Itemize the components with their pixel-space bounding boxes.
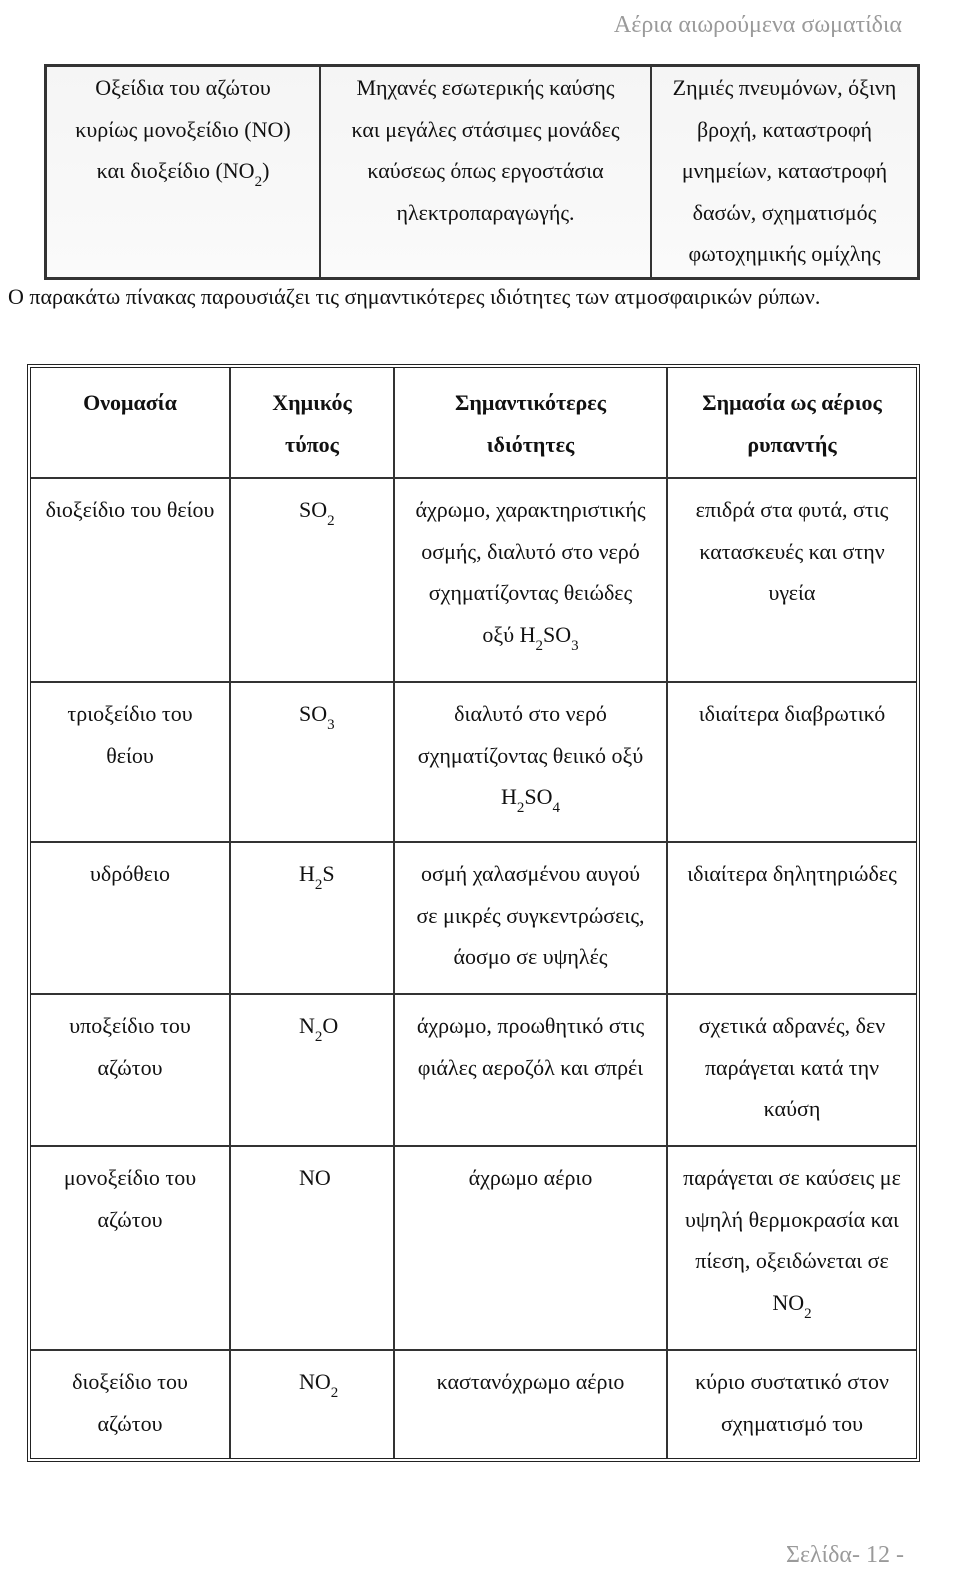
cell-line: Μηχανές εσωτερικής καύσης (356, 75, 615, 100)
subscript: 3 (327, 717, 335, 733)
significance-cell (668, 479, 916, 681)
formula-part: οξύ H (482, 621, 536, 647)
table-row (31, 843, 916, 995)
significance-cell (668, 1351, 916, 1458)
cell-line: ιδιαίτερα δηλητηριώδες (687, 861, 897, 886)
chemical-formula-cell (231, 995, 395, 1145)
chemical-formula (299, 489, 393, 531)
subscript: 2 (804, 1305, 812, 1322)
subscript: 2 (330, 1385, 339, 1401)
chemical-formula-cell (231, 683, 395, 841)
cell-line: υδρόθειο (90, 861, 170, 886)
significance-cell (668, 995, 916, 1145)
cell-line: σχετικά αδρανές, δεν (698, 1013, 886, 1038)
properties-cell (395, 479, 668, 681)
significance-cell (668, 1147, 916, 1349)
running-header: Αέρια αιωρούμενα σωματίδια (613, 12, 902, 38)
formula-part: H (299, 861, 315, 886)
subscript: 2 (516, 800, 525, 816)
cell-line: οσμή χαλασμένου αυγού (421, 861, 640, 886)
cell-line: σχηματισμό του (720, 1410, 864, 1436)
cell-line: κυρίως μονοξείδιο (NO) (75, 116, 291, 142)
cell-line: υγεία (768, 580, 816, 605)
cell-line: σχηματίζοντας θειικό οξύ (417, 742, 644, 768)
cell-line: άχρωμο, χαρακτηριστικής (415, 497, 646, 522)
subscript: 3 (571, 637, 579, 654)
table-header-row (31, 368, 916, 479)
cell-line: ιδιαίτερα διαβρωτικό (698, 701, 886, 726)
cell-line: ηλεκτροπαραγωγής. (396, 199, 575, 225)
chemical-formula (395, 776, 666, 818)
page-number: Σελίδα- 12 - (785, 1542, 904, 1568)
significance-cell (668, 683, 916, 841)
chemical-formula (668, 1282, 916, 1324)
cell-line: υψηλή θερμοκρασία και (685, 1206, 899, 1232)
formula-part: SO (299, 497, 328, 522)
subscript: 2 (314, 877, 323, 893)
cell-line: υποξείδιο του (69, 1013, 191, 1038)
table-row (31, 479, 916, 683)
significance-cell (668, 843, 916, 993)
cell-line: παράγεται σε καύσεις με (683, 1165, 901, 1190)
formula-part: H (500, 784, 517, 809)
formula-part: NO (772, 1289, 805, 1315)
chemical-formula (299, 853, 393, 895)
table-row (31, 1147, 916, 1351)
properties-cell (395, 683, 668, 841)
properties-cell (395, 1351, 668, 1458)
subscript: 2 (314, 1029, 323, 1045)
chemical-formula (299, 1157, 393, 1199)
pollutant-cell (47, 67, 321, 277)
cell-line: πίεση, οξειδώνεται σε (695, 1248, 889, 1273)
chemical-formula-cell (231, 479, 395, 681)
cell-line: παράγεται κατά την (704, 1054, 880, 1080)
subscript: 2 (327, 513, 335, 529)
formula-part: SO (542, 621, 572, 647)
pollutant-name-cell (31, 1351, 231, 1458)
cell-line: άχρωμο, προωθητικό στις (416, 1013, 645, 1038)
formula-part: O (322, 1013, 339, 1038)
formula-part: NO (299, 1369, 331, 1394)
pollutant-name-cell (31, 843, 231, 993)
subscript: 4 (552, 800, 560, 816)
chemical-formula (299, 1005, 393, 1047)
table-row (31, 995, 916, 1147)
chemical-formula (299, 693, 393, 735)
table-row (31, 683, 916, 843)
cell-line: κατασκευές και στην (699, 538, 885, 564)
cell-line: θείου (106, 742, 154, 768)
formula-part: SO (299, 701, 328, 726)
cell-line: και διοξείδιο $(NO_2)$ (96, 158, 270, 190)
properties-cell (395, 995, 668, 1145)
formula-part: NO (299, 1165, 331, 1190)
cell-line: διαλυτό στο νερό (454, 701, 607, 726)
pollutant-name-cell (31, 995, 231, 1145)
pollutant-name-cell (31, 683, 231, 841)
cell-line: μνημείων, καταστροφή (681, 158, 888, 183)
cell-line: Οξείδια του αζώτου (95, 75, 271, 100)
header-formula: Χημικός τύπος (231, 368, 395, 477)
cell-line: και μεγάλες στάσιμες μονάδες (351, 116, 620, 142)
header-name: Ονομασία (31, 368, 231, 477)
properties-cell (395, 1147, 668, 1349)
cell-line: άχρωμο αέριο (468, 1165, 593, 1190)
intro-paragraph: Ο παρακάτω πίνακας παρουσιάζει τις σημαντικότερες ιδιότητες των ατμοσφαιρικών ρύπων. (8, 284, 821, 309)
pollutant-name-cell (31, 479, 231, 681)
chemical-formula (395, 614, 666, 656)
header-significance: Σημασία ως αέριος ρυπαντής (702, 390, 882, 457)
cell-line: βροχή, καταστροφή (696, 116, 873, 142)
cell-line: διοξείδιο του θείου (45, 497, 215, 522)
header-properties: Σημαντικότερες ιδιότητες (395, 368, 668, 477)
cell-line: διοξείδιο του (72, 1369, 188, 1394)
effects-cell (652, 67, 917, 277)
cell-line: αζώτου (97, 1410, 163, 1436)
chemical-formula-cell (231, 1147, 395, 1349)
cell-line: φωτοχημικής ομίχλης (688, 241, 881, 266)
cell-line: δασών, σχηματισμός (692, 199, 877, 225)
cell-line: Ζημιές πνευμόνων, όξινη (672, 75, 897, 100)
cell-line: φιάλες αεροζόλ και σπρέι (417, 1054, 644, 1080)
properties-cell (395, 843, 668, 993)
cell-line: αζώτου (97, 1206, 163, 1232)
formula-part: S (322, 861, 335, 886)
cell-line: άοσμο σε υψηλές (453, 944, 608, 969)
pollutant-properties-table (27, 364, 920, 1462)
cell-line: καστανόχρωμο αέριο (436, 1369, 625, 1394)
cell-line: καύσεως όπως εργοστάσια (367, 158, 604, 183)
cell-line: κύριο συστατικό στον (695, 1369, 889, 1394)
cell-line: καύση (763, 1096, 821, 1121)
chemical-formula-cell (231, 1351, 395, 1458)
cell-line: σε μικρές συγκεντρώσεις, (416, 902, 645, 928)
cell-line: τριοξείδιο του (67, 701, 193, 726)
source-cell (321, 67, 652, 277)
cell-line: μονοξείδιο του (63, 1165, 197, 1190)
formula-part: SO (524, 784, 553, 809)
subscript: 2 (535, 637, 543, 654)
cell-line: αζώτου (97, 1054, 163, 1080)
table-row (31, 1351, 916, 1458)
emissions-table-continuation (44, 64, 920, 280)
pollutant-name-cell (31, 1147, 231, 1349)
cell-line: επιδρά στα φυτά, στις (695, 497, 889, 522)
formula-part: N (299, 1013, 315, 1038)
cell-line: οσμής, διαλυτό στο νερό (421, 538, 640, 564)
cell-line: σχηματίζοντας θειώδες (428, 580, 633, 605)
chemical-formula-cell (231, 843, 395, 993)
chemical-formula (299, 1361, 393, 1403)
